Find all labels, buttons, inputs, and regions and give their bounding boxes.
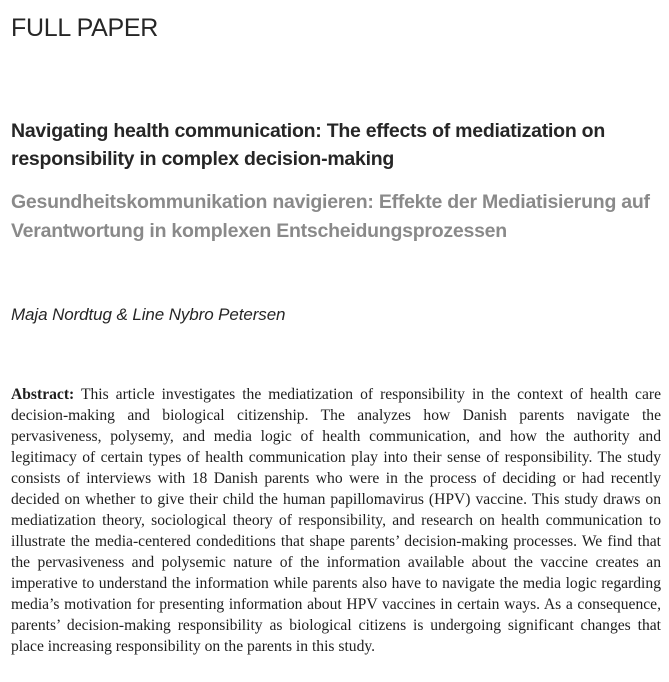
author-list: Maja Nordtug & Line Nybro Petersen — [11, 305, 286, 324]
article-title-english: Navigating health communication: The effects of mediatization on responsibility in complex decision-making — [11, 120, 605, 170]
abstract-label: Abstract: — [11, 386, 75, 403]
abstract-text: This article investigates the mediatization of responsibility in the context of health care decision-making and biological citizenship. The analyzes how Danish parents navigate the pervasiveness, polysemy, and media logic of health communication, and how the authority and legitimacy of certain types of health communication play into their sense of responsibility. The study consists of interviews with 18 Danish parents who were in the process of deciding or had recently decided on whether to give their child the human papillomavirus (HPV) vaccine. This study draws on mediatization theory, sociological theory of responsibility, and research on health communication to illustrate the media-centered condeditions that shape parents’ decision-making processes. We find that the pervasiveness and polysemic nature of the information available about the vaccine creates an imperative to understand the information while parents also have to navigate the media logic regarding media’s motivation for presenting information about HPV vaccines in certain ways. As a consequence, parents’ decision-making responsibility as biological citizens is undergoing significant changes that place increasing responsibility on the parents in this study. — [11, 386, 662, 655]
section-label: FULL PAPER — [11, 14, 159, 42]
abstract-paragraph — [11, 384, 661, 657]
article-title-german: Gesundheitskommunikation navigieren: Effekte der Mediatisierung auf Verantwortung in komplexen Entscheidungsprozessen — [11, 191, 650, 242]
